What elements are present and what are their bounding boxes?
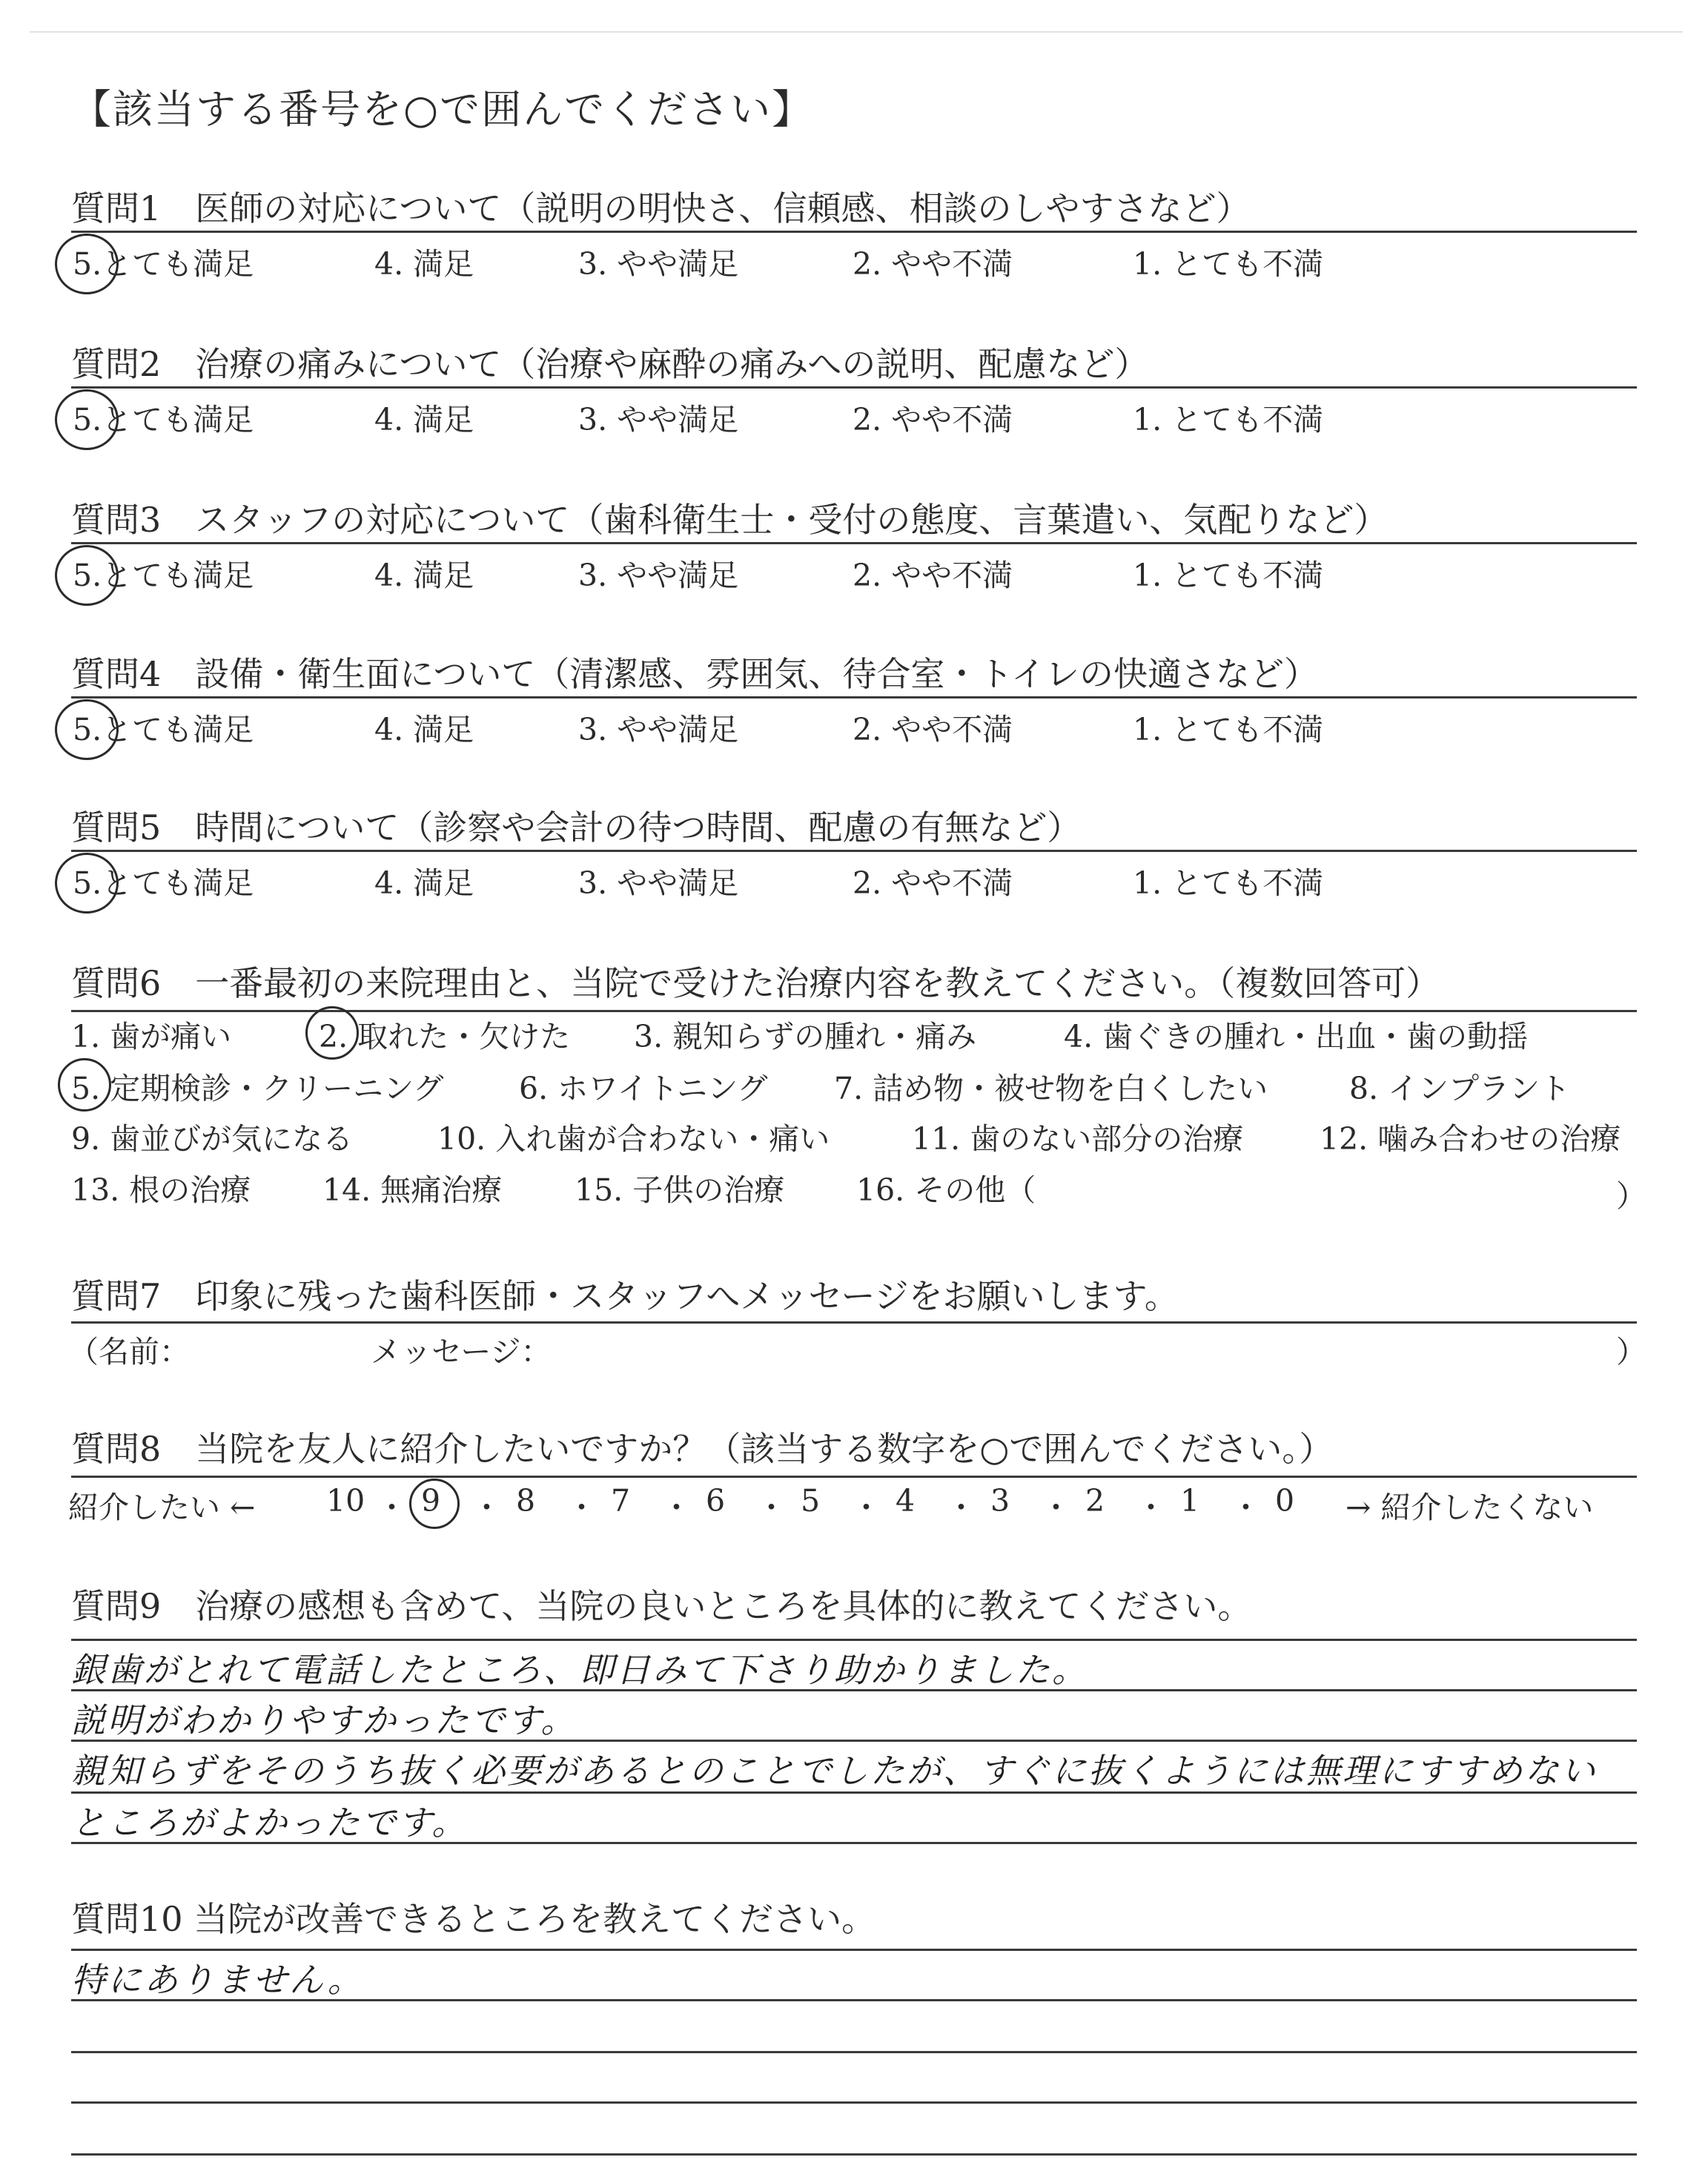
q5-title: 質問5 時間について（診察や会計の待つ時間、配慮の有無など） [71, 807, 1082, 848]
q2-option-4[interactable]: 4. 満足 [374, 402, 474, 437]
q3-rule [71, 542, 1637, 544]
q6-option-8[interactable]: 8. インプラント [1349, 1071, 1571, 1106]
q10-rule-5 [71, 2153, 1637, 2156]
q3-option-5[interactable]: 5.とても満足 [73, 558, 254, 593]
q7-title: 質問7 印象に残った歯科医師・スタッフへメッセージをお願いします。 [71, 1276, 1179, 1316]
q9-title: 質問9 治療の感想も含めて、当院の良いところを具体的に教えてください。 [71, 1586, 1252, 1626]
q6-option-14[interactable]: 14. 無痛治療 [322, 1172, 503, 1208]
q8-scale-4[interactable]: 4 [896, 1483, 916, 1519]
q4-title: 質問4 設備・衛生面について（清潔感、雰囲気、待合室・トイレの快適さなど） [71, 654, 1319, 694]
q8-separator: ・ [851, 1490, 881, 1525]
q5-option-2[interactable]: 2. やや不満 [853, 865, 1013, 901]
q8-scale-0[interactable]: 0 [1275, 1483, 1295, 1519]
q6-selected-circle-5 [58, 1058, 111, 1112]
q10-rule-3 [71, 2051, 1637, 2053]
q8-scale-10[interactable]: 10 [326, 1483, 365, 1519]
q8-separator: ・ [1041, 1490, 1071, 1525]
q1-option-2[interactable]: 2. やや不満 [853, 246, 1013, 282]
q4-option-4[interactable]: 4. 満足 [374, 712, 474, 747]
q9-answer-line-1: 銀歯がとれて電話したところ、即日みて下さり助かりました。 [71, 1650, 1088, 1690]
q6-option-1[interactable]: 1. 歯が痛い [71, 1019, 232, 1054]
q8-scale-9[interactable]: 9 [421, 1483, 441, 1519]
q3-option-4[interactable]: 4. 満足 [374, 558, 474, 593]
q6-option-12[interactable]: 12. 噛み合わせの治療 [1320, 1121, 1621, 1157]
q8-separator: ・ [756, 1490, 787, 1525]
q6-option-9[interactable]: 9. 歯並びが気になる [71, 1121, 354, 1157]
q1-option-1[interactable]: 1. とても不満 [1133, 246, 1324, 282]
q7-close-paren: ） [1616, 1334, 1646, 1370]
q8-scale-1[interactable]: 1 [1180, 1483, 1200, 1519]
q10-rule-1 [71, 1949, 1637, 1951]
q3-option-2[interactable]: 2. やや不満 [853, 558, 1013, 593]
page-top-edge [30, 31, 1683, 33]
q6-selected-circle-2 [305, 1006, 359, 1060]
q4-selected-circle [55, 699, 119, 760]
q2-title: 質問2 治療の痛みについて（治療や麻酔の痛みへの説明、配慮など） [71, 344, 1149, 384]
q4-rule [71, 696, 1637, 698]
q3-option-1[interactable]: 1. とても不満 [1133, 558, 1324, 593]
q8-scale-7[interactable]: 7 [611, 1483, 631, 1519]
q10-title: 質問10 当院が改善できるところを教えてください。 [71, 1899, 876, 1939]
q2-option-1[interactable]: 1. とても不満 [1133, 402, 1324, 437]
q1-rule [71, 231, 1637, 233]
q6-option-7[interactable]: 7. 詰め物・被せ物を白くしたい [834, 1071, 1268, 1106]
q8-scale-5[interactable]: 5 [801, 1483, 821, 1519]
q1-option-3[interactable]: 3. やや満足 [578, 246, 739, 282]
q6-close-paren: ） [1616, 1178, 1646, 1214]
q4-option-5[interactable]: 5.とても満足 [73, 712, 254, 747]
q6-option-3[interactable]: 3. 親知らずの腫れ・痛み [634, 1019, 977, 1054]
q9-answer-line-4: ところがよかったです。 [71, 1803, 469, 1843]
q8-separator: ・ [471, 1490, 502, 1525]
q8-rule [71, 1476, 1637, 1478]
q6-option-16[interactable]: 16. その他（ [856, 1172, 1036, 1208]
q6-option-4[interactable]: 4. 歯ぐきの腫れ・出血・歯の動揺 [1064, 1019, 1529, 1054]
q2-selected-circle [55, 389, 119, 450]
q8-separator: ・ [1136, 1490, 1166, 1525]
q6-option-11[interactable]: 11. 歯のない部分の治療 [912, 1121, 1244, 1157]
q2-rule [71, 386, 1637, 389]
q5-selected-circle [55, 853, 119, 914]
q8-separator: ・ [1231, 1490, 1261, 1525]
q6-option-5[interactable]: 5. 定期検診・クリーニング [71, 1071, 444, 1106]
q3-selected-circle [55, 545, 119, 606]
q6-title: 質問6 一番最初の来院理由と、当院で受けた治療内容を教えてください。（複数回答可） [71, 963, 1440, 1003]
q8-scale-8[interactable]: 8 [516, 1483, 536, 1519]
q5-option-1[interactable]: 1. とても不満 [1133, 865, 1324, 901]
q10-answer-line-1: 特にありません。 [71, 1960, 364, 2000]
q8-right-label: → 紹介したくない [1345, 1490, 1594, 1525]
q5-option-4[interactable]: 4. 満足 [374, 865, 474, 901]
q2-option-2[interactable]: 2. やや不満 [853, 402, 1013, 437]
q3-title: 質問3 スタッフの対応について（歯科衛生士・受付の態度、言葉遣い、気配りなど） [71, 500, 1388, 540]
q10-rule-4 [71, 2101, 1637, 2104]
q1-selected-circle [55, 234, 119, 294]
page-heading: 【該当する番号を○で囲んでください】 [71, 86, 814, 133]
q6-option-6[interactable]: 6. ホワイトニング [519, 1071, 768, 1106]
q5-option-5[interactable]: 5.とても満足 [73, 865, 254, 901]
q6-option-2[interactable]: 2. 取れた・欠けた [319, 1019, 571, 1054]
q7-message-label: メッセージ： [371, 1334, 552, 1370]
q2-option-5[interactable]: 5.とても満足 [73, 402, 254, 437]
q8-selected-circle [409, 1479, 460, 1529]
q8-separator: ・ [377, 1490, 407, 1525]
q5-rule [71, 850, 1637, 852]
q8-scale-2[interactable]: 2 [1085, 1483, 1105, 1519]
q9-answer-line-3: 親知らずをそのうち抜く必要があるとのことでしたが、すぐに抜くようには無理にすすめない [71, 1751, 1598, 1791]
q8-scale-6[interactable]: 6 [706, 1483, 726, 1519]
q8-left-label: 紹介したい ← [68, 1490, 256, 1525]
q1-option-5[interactable]: 5.とても満足 [73, 246, 254, 282]
q8-separator: ・ [946, 1490, 976, 1525]
q9-answer-line-2: 説明がわかりやすかったです。 [71, 1700, 577, 1740]
q9-rule-1 [71, 1639, 1637, 1641]
q6-option-10[interactable]: 10. 入れ歯が合わない・痛い [437, 1121, 830, 1157]
q6-option-15[interactable]: 15. 子供の治療 [575, 1172, 785, 1208]
q7-name-label: （名前： [68, 1334, 190, 1370]
q4-option-1[interactable]: 1. とても不満 [1133, 712, 1324, 747]
q1-option-4[interactable]: 4. 満足 [374, 246, 474, 282]
q8-separator: ・ [566, 1490, 597, 1525]
q5-option-3[interactable]: 3. やや満足 [578, 865, 739, 901]
q1-title: 質問1 医師の対応について（説明の明快さ、信頼感、相談のしやすさなど） [71, 188, 1251, 228]
q2-option-3[interactable]: 3. やや満足 [578, 402, 739, 437]
q3-option-3[interactable]: 3. やや満足 [578, 558, 739, 593]
q7-rule [71, 1321, 1637, 1324]
q4-option-3[interactable]: 3. やや満足 [578, 712, 739, 747]
q8-separator: ・ [661, 1490, 692, 1525]
q6-option-13[interactable]: 13. 根の治療 [71, 1172, 251, 1208]
q8-scale-3[interactable]: 3 [990, 1483, 1010, 1519]
q8-title: 質問8 当院を友人に紹介したいですか？（該当する数字を○で囲んでください。） [71, 1429, 1334, 1469]
q4-option-2[interactable]: 2. やや不満 [853, 712, 1013, 747]
